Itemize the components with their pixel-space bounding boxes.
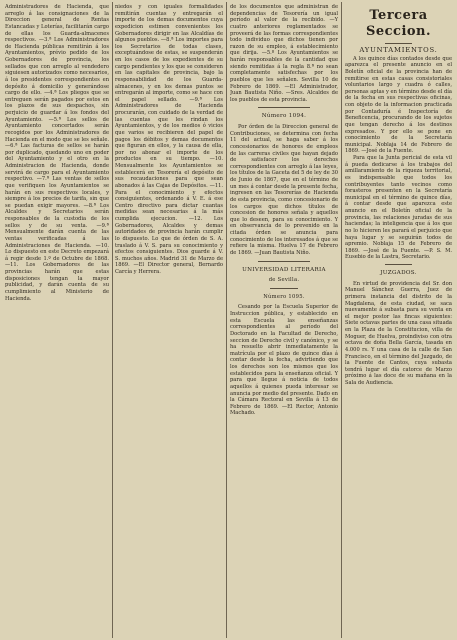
section-separator bbox=[258, 107, 310, 108]
court-heading: JUZGADOS. bbox=[380, 270, 417, 276]
university-subtitle: de Sevilla. bbox=[268, 277, 300, 284]
column4-paragraph-1: A los quince días contados desde que aparezca el presente anuncio en el Boletín oficial de la provincia han de remitirse en estas casas consistoriales voluntarios largo y cuadra ó calles, personas aptas y en término desde el día de la fecha en sus respectivas oficinas, con objeto de la informacion practicada por Contaduría é Inspectoría de Beneficencia, procurando de los sujetos que tengan derecho á los destinos expresados. Y por ello se pone en conocimiento de la Secretaría municipal. Noblaja 14 de Febrero de 1869. —José de la Fuente. bbox=[345, 55, 452, 155]
section-separator bbox=[258, 261, 310, 262]
section-separator bbox=[385, 264, 412, 265]
column4-paragraph-2: Para que la Junta pericial de esta vil á pueda dedicarse á los trabajos del amillaramiento de la riqueza territorial, es indispensable que todos los contribuyentes tanto vecinos como forasteros presenten en la Secretaría municipal en el término de quince días, á contar desde que aparezca este anuncio en el Boletín oficial de la provincia, las relaciones juradas de sus haciendas; la inteligencia que á los que no lo hicieren les parará el perjuicio que haya lugar y se seguirán todos de apremio. Noblaja 15 de Febrero de 1869. —José de la Fuente. —P. S. M. Eusebio de la Lastra, Secretario. bbox=[345, 155, 452, 261]
notice-number-heading-2: Número 1095. bbox=[263, 293, 305, 300]
column3-paragraph-mid: Por órden de la Direccion general de Contribuciones, se determina con fecha 11 del actual, se haga saber á los concesionarios de honores de empleos de las carreras civiles que hayan dejado de satisfacer los derechos correspondientes con arreglo á las leyes, los títulos de la Gaceta del 5 de ley de 30 de Junio de 1867, que en el término de un mes á contar desde la presente fecha, ingresen en las Tesorerías de Hacienda de esta provincia, como concesionario de los cargos que dichos títulos de concesion de honores señala y aquellos que lo deseen, para su conocimiento. Y en observancia de lo prevenido en la citada órden se anuncia para conocimiento de los interesados á que se refiere la misma. Huelva 17 de Febrero de 1869. —Juan Bautista Niño. bbox=[230, 124, 338, 256]
section-subtitle: AYUNTAMIENTOS. bbox=[359, 46, 438, 54]
column-divider bbox=[112, 2, 113, 638]
column2-paragraph: niedos y con iguales formalidades remitirán cuentas y entregarán el importe de los demas documentos cuya expedicion estimen convenientes los Gobernadores dirigir en las Alcaldías de algunos pueblos. —8.ª Los importes para los Secretarios de todas clases, exceptuándose de estas, se suspenderán en los casos de los expedientes de su cargo pendientes y los que se consideren en las capitales de provincia, bajo la responsabilidad de los Guarda-almacenes, y en los demas puntos se entregarán al importe, como se hace con el papel sellado. —9.ª Los Administradores de Hacienda procurarán, con cuidado de la verdad de las cuentas que les rindan los Ayuntamientos, y de los medios ó vicios que varios se recibieren del papel de pagos los débitos y demas documentos que figuran en ellos, y la causa de ella, por no abonar el importe de los productos en su tiempo. —10. Mensualmente los Ayuntamientos se establecerá en Tesorería el depósito de sus recaudaciones para que sean abonados á las Cajas de Depósitos. —11. Para el conocimiento y efectos consiguientes, ordenando á V. E. á ese Centro directivo para dictar cuantas medidas sean necesarias á la más cumplida ejecucion. —12. Los Gobernadores, Alcaldes y demas autoridades de provincia harán cumplir lo dispuesto. Lo que de órden de S. A. traslado á V. S. para su conocimiento y efectos consiguientes. Dios guarde á V. S. muchos años. Madrid 31 de Marzo de 1869. —El Director general, Bernardo Carcía y Herrera. bbox=[115, 4, 223, 275]
column-divider bbox=[226, 2, 227, 638]
section-separator bbox=[385, 43, 412, 44]
notice-number-heading: Número 1094. bbox=[261, 113, 307, 120]
section-title: Tercera Seccion. bbox=[365, 8, 432, 39]
university-title: UNIVERSIDAD LITERARIA bbox=[242, 266, 326, 273]
column3-paragraph-bottom: Cesando por la Escuela Superior de Instruccion pública, y establecido en esta Escuela las enseñanzas correspondientes al período del Doctorado en la Facultad de Derecho, seccion de Derecho civil y canónico, y se ha resuelto abrir inmediatamente la matrícula por el plazo de quince días á contar desde la fecha, advirtiendo que los derechos son los mismos que los establecidos para la enseñanza oficial. Y para que llegue á noticia de todos aquellos á quienes pueda interesar se anuncia por medio del presente. Dado en la Cámara Rectoral en Sevilla á 13 de Febrero de 1869. —El Rector, Antonio Machado. bbox=[230, 304, 338, 417]
column1-paragraph: Administradores de Hacienda, que arreglo á las consignaciones de la Direccion general de Rentas Estancadas y Loterías, facilitarán cargo de ellas los Guarda-almacenes respectivos. —3.ª Los Administradores de Hacienda públicas remitirán á los Ayuntamientos, prévio pedido de los Gobernadores de provincia, los sellados que con arreglo al vendedero siguiesen autorizados como necesarios, á los presidentes correspondientes en depósito á domicilio y generándose cargo de ello. —4.ª Los pliegos que se entreguen serán pagados por estos en los plazos de sus despachos, sin perjuicio de guardar á los fondos del Ayuntamiento. —5.ª Los sellos de Ayuntamiento concertados serán recogidos por los Administradores de Hacienda en el modo que se les señale. —6.ª Las facturas de sellos se harán por duplicado, quedando uno en poder del Ayuntamiento y el otro en la Administracion de Hacienda, donde servirá de cargo para el Ayuntamiento respectivo. —7.ª Las ventas de sellos que verifiquen los Ayuntamientos se harán en sus respectivos locales, y siempre á los precios de tarifa, sin que se puedan exigir mayores. —8.ª Los Alcaldes y Secretarios serán responsables de la custodia de los sellos y de su venta. —9.ª Mensualmente darán cuenta de las ventas verificadas á las Administraciones de Hacienda. —10. Lo dispuesto en este Decreto empezará á regir desde 1.º de Octubre de 1868. —11. Los Gobernadores de las provincias harán que estas disposiciones tengan la mayor publicidad, y darán cuenta de su cumplimiento al Ministerio de Hacienda. bbox=[5, 4, 109, 302]
column3-paragraph-top: de los documentos que administran de dependencias de Tesorería un igual período al valor de la recibido. —Y cuatro anteriores reglamentados se proveerá de las formas correspondientes todo individuo que dichos tienen por razon de su empleo, á establecimiento que dirija. —5.º Los Ayuntamientos se harán responsables de la cantidad que siendo remitidas á la regla 8.ª no sean completamente satisfechas por los pueblos que les señalen. Sevilla 10 de Febrero de 1869. —El Administrador, Juan Bautista Niño. —Sres. Alcaldes de los pueblos de esta provincia. bbox=[230, 4, 338, 103]
column-3 bbox=[230, 4, 338, 636]
column-4 bbox=[345, 4, 452, 636]
section-separator bbox=[270, 288, 298, 289]
column-divider bbox=[341, 2, 342, 638]
column-2 bbox=[115, 4, 223, 636]
column4-paragraph-3: En virtud de providencia del Sr. don Manuel Sánchez Guerra, Juez de primera instancia del distrito de la Magdalena, de esta ciudad, se saca nuevamente á subasta para su venta en el mejor postor las fincas siguientes: Siete octavas partes de una casa situada en la Plaza de la Constitucion, villa de Moguer, de Huelva, proindiviso con otra octava de doña Bella García, tasada en 4.000 rs. Y una casa de la calle de San Francisco, en el término del Juzgado, de la Fuente de Cantos, cuya subasta tendrá lugar el día catorce de Marzo próximo á las doce de su mañana en la Sala de Audiencia. bbox=[345, 280, 452, 386]
column-1 bbox=[5, 4, 109, 636]
